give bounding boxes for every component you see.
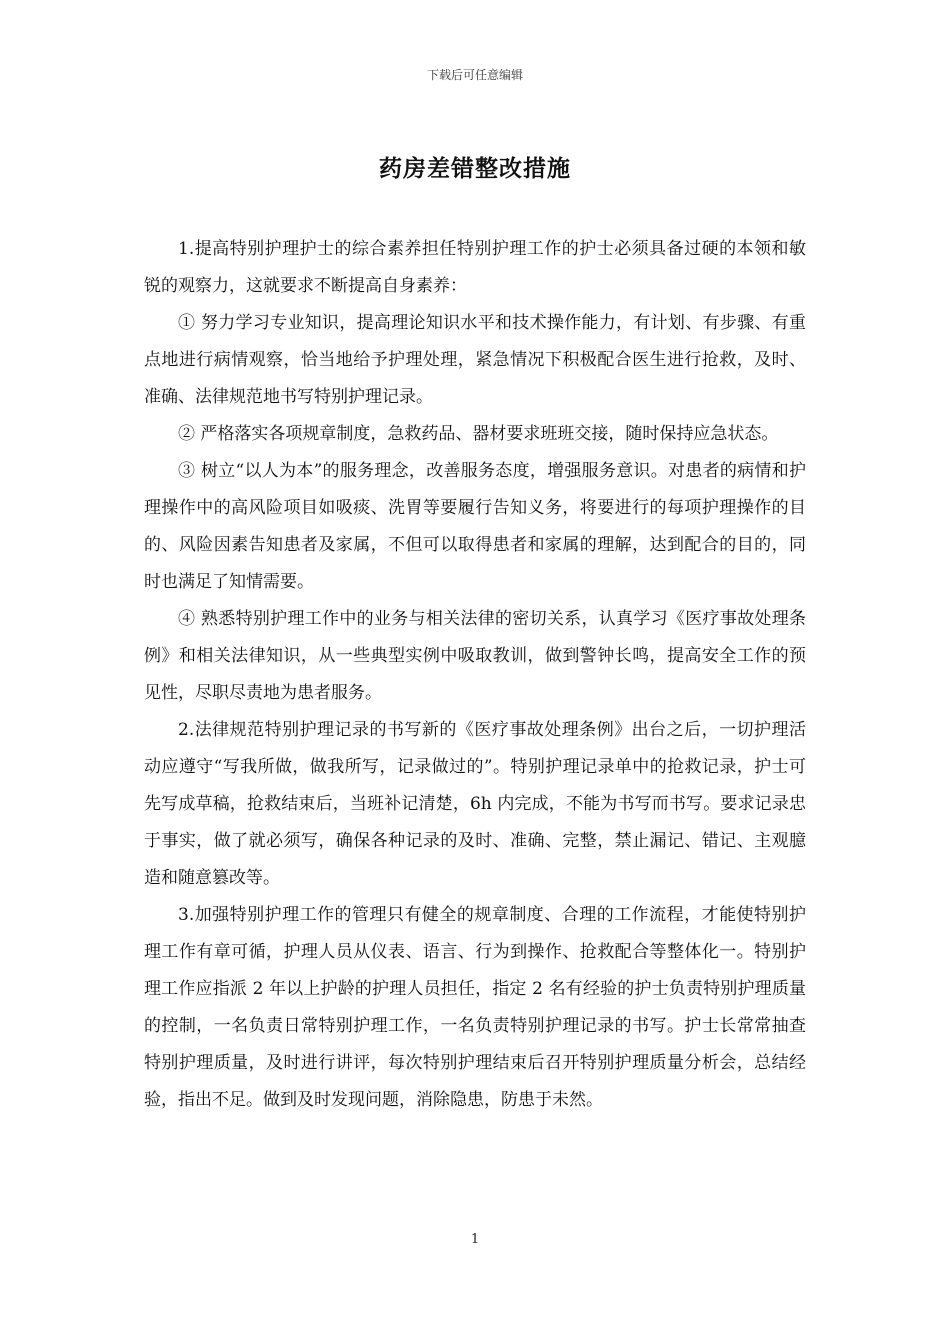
paragraph-item-2: ② 严格落实各项规章制度，急救药品、器材要求班班交接，随时保持应急状态。 [178,424,779,444]
document-body [144,231,806,1119]
paragraph-2: 2.法律规范特别护理记录的书写新的《医疗事故处理条例》出台之后，一切护理活动应遵守“写我所做，做我所写，记录做过的”。特别护理记录单中的抢救记录，护士可先写成草稿，抢救结束后，当班补记清楚，6h 内完成，不能为书写而书写。要求记录忠于事实，做了就必须写，确保各种记录的及时、准确、完整，禁止漏记、错记、主观臆造和随意篡改等。 [144,720,806,888]
header-note: 下载后可任意编辑 [426,68,523,82]
document-title: 药房差错整改措施 [379,155,571,182]
paragraph-3: 3.加强特别护理工作的管理只有健全的规章制度、合理的工作流程，才能使特别护理工作有章可循，护理人员从仪表、语言、行为到操作、抢救配合等整体化一。特别护理工作应指派 2 年以上护龄的护理人员担任，指定 2 名有经验的护士负责特别护理质量的控制，一名负责日常特别护理工作，一名负责特别护理记录的书写。护士长常常抽查特别护理质量，及时进行讲评，每次特别护理结束后召开特别护理质量分析会，总结经验，指出不足。做到及时发现问题，消除隐患，防患于未然。 [144,905,806,1110]
paragraph-item-1: ① 努力学习专业知识，提高理论知识水平和技术操作能力，有计划、有步骤、有重点地进行病情观察，恰当地给予护理处理，紧急情况下积极配合医生进行抢救，及时、准确、法律规范地书写特别护理记录。 [144,313,806,407]
paragraph-item-4: ④ 熟悉特别护理工作中的业务与相关法律的密切关系，认真学习《医疗事故处理条例》和相关法律知识，从一些典型实例中吸取教训，做到警钟长鸣，提高安全工作的预见性，尽职尽责地为患者服务。 [144,609,806,703]
paragraph-item-3: ③ 树立“以人为本”的服务理念，改善服务态度，增强服务意识。对患者的病情和护理操作中的高风险项目如吸痰、洗胃等要履行告知义务，将要进行的每项护理操作的目的、风险因素告知患者及家属，不但可以取得患者和家属的理解，达到配合的目的，同时也满足了知情需要。 [144,461,806,592]
page-number: 1 [470,1232,480,1247]
paragraph-1: 1.提高特别护理护士的综合素养担任特别护理工作的护士必须具备过硬的本领和敏锐的观察力，这就要求不断提高自身素养： [144,239,806,296]
